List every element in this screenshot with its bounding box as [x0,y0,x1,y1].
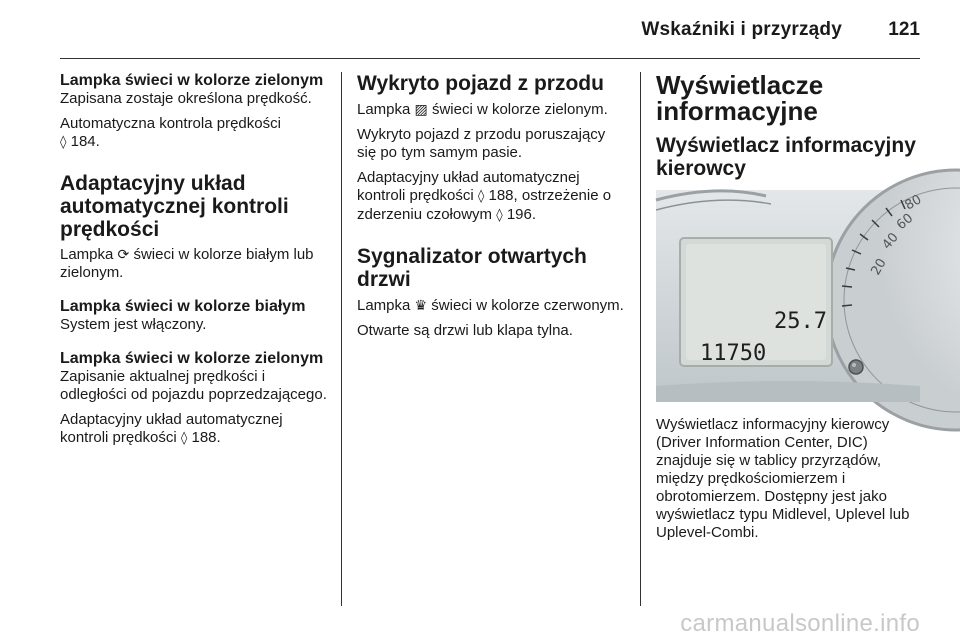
text-door-lamp [357,297,625,315]
acc-page-link[interactable]: 188, ostrzeżenie o zderzeniu czołowym [357,187,612,223]
dic-readout-odometer: 11750 [700,341,767,366]
page-number: 121 [888,19,920,40]
dic-readout-trip: 25.7 [774,309,827,334]
heading-vehicle-ahead: Wykryto pojazd z przodu [357,72,604,95]
header-rule [60,58,920,59]
lamp-word: Lampka [60,246,114,263]
dic-photo [656,190,925,402]
text-acc-fcw-ref [357,169,625,225]
heading-white-lamp: Lampka świeci w kolorze białym [60,298,306,315]
lamp-word: Lampka [357,101,411,118]
text-door-open: Otwarte są drzwi lub klapa tylna. [357,322,573,339]
watermark: carmanualsonline.info [680,610,920,637]
vehicle-ahead-icon: ▨ [414,102,428,118]
reference-arrow-icon: ◊ [496,208,503,223]
text-system-on: System jest włączony. [60,316,207,333]
gauge-number: 80 [902,192,925,214]
page-header [0,0,960,62]
text-dic-description: Wyświetlacz informacyjny kierowcy (Driver Information Center, DIC) znajduje się w tablicy przyrządów, między prędkościomierzem i obrotomierzem. Dostępny jest jako wyświetlacz typu Midlevel, Uplevel lub Uplevel-Combi. [656,416,910,541]
lamp-word: Lampka [357,297,411,314]
text-vehicle-lamp [357,101,625,119]
heading-green-lamp: Lampka świeci w kolorze zielonym [60,72,324,89]
column-2 [357,72,625,340]
heading-adaptive-cruise: Adaptacyjny układ automatycznej kontroli prędkości [60,172,289,241]
text-acc-ref [60,411,332,448]
section-title: Wskaźniki i przyrządy [641,19,842,40]
instrument-cluster-illustration [656,190,925,402]
heading-driver-info-center: Wyświetlacz informacyjny kierowcy [656,134,916,180]
heading-info-displays: Wyświetlacze informacyjne [656,70,824,126]
gauge-number: 20 [868,256,890,278]
acc-lamp-icon: ⟳ [117,247,130,263]
text-cruise-control-ref [60,115,332,152]
column-1 [60,72,332,448]
heading-door-open: Sygnalizator otwartych drzwi [357,245,587,291]
text-speed-stored: Zapisana zostaje określona prędkość. [60,90,312,107]
cruise-control-label: Automatyczna kontrola prędkości [60,115,281,132]
text-acc-lamp [60,246,332,282]
acc-page-link[interactable]: 188. [191,429,221,446]
acc-label: Adaptacyjny układ automatycznej kontroli prędkości [357,169,580,204]
text-vehicle-detected: Wykryto pojazd z przodu poruszający się po tym samym pasie. [357,126,606,161]
heading-green-lamp-2: Lampka świeci w kolorze zielonym [60,350,324,367]
text-saved-speed: Zapisanie aktualnej prędkości i odległości od pojazdu poprzedzającego. [60,368,327,403]
column-3 [656,70,925,542]
door-lamp-desc: świeci w kolorze czerwonym. [431,297,624,314]
acc-label: Adaptacyjny układ automatycznej kontroli prędkości [60,411,283,446]
column-divider-1 [341,72,342,606]
cruise-control-page-link[interactable]: 184. [70,133,100,150]
acc-lamp-desc: świeci w kolorze białym lub zielonym. [60,246,314,281]
fcw-page-link[interactable]: 196. [506,206,537,223]
column-divider-2 [640,72,641,606]
reference-arrow-icon: ◊ [60,135,67,150]
vehicle-lamp-desc: świeci w kolorze zielonym. [431,101,608,118]
gauge-number: 60 [893,210,917,234]
gauge-number: 40 [879,230,902,253]
reference-arrow-icon: ◊ [477,189,485,204]
door-open-icon: ♛ [414,298,428,314]
reference-arrow-icon: ◊ [180,431,188,446]
